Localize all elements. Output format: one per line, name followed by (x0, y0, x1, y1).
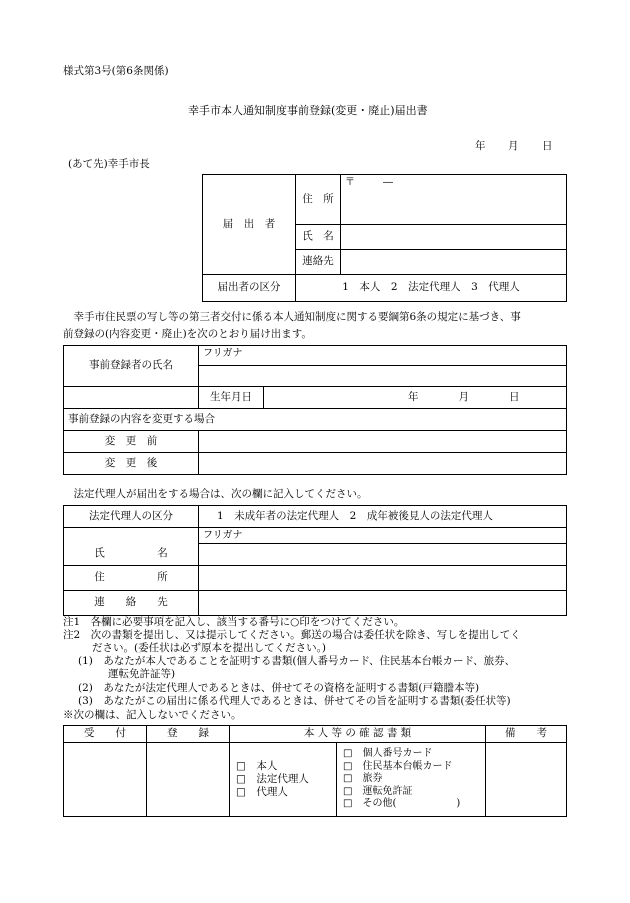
register-header: 登 録 (147, 726, 230, 743)
legal-category-label: 法定代理人の区分 (64, 506, 199, 528)
person-type-agent[interactable]: □ 代理人 (236, 786, 288, 799)
before-label: 変 更 前 (64, 431, 199, 453)
note-2-item1-line1: (1) あなたが本人であることを証明する書類(個人番号カード、住民基本台帳カード、旅券、 (78, 655, 516, 667)
remarks-field (486, 743, 567, 817)
applicant-name-field[interactable] (341, 225, 567, 250)
after-field[interactable] (199, 453, 567, 475)
legal-contact-field[interactable] (199, 591, 567, 616)
legal-contact-label: 連 絡 先 (64, 591, 199, 616)
postal-dash: ― (383, 177, 393, 188)
receipt-header: 受 付 (64, 726, 147, 743)
legal-furigana-field[interactable]: フリガナ (199, 528, 567, 544)
birth-label: 生年月日 (199, 387, 264, 409)
applicant-table (202, 174, 567, 302)
person-type-list (230, 743, 337, 817)
register-field (147, 743, 230, 817)
date-month: 月 (508, 140, 519, 152)
legal-address-label: 住 所 (64, 566, 199, 591)
note-2-item2: (2) あなたが法定代理人であるときは、併せてその資格を証明する書類(戸籍謄本等) (78, 682, 480, 694)
note-1: 注1 各欄に必要事項を記入し、該当する番号に○印をつけてください。 (63, 616, 405, 628)
addressee: (あて先)幸手市長 (68, 158, 150, 170)
address-field[interactable] (341, 175, 567, 225)
intro-text-line1: 幸手市住民票の写し等の第三者交付に係る本人通知制度に関する要綱第6条の規定に基づき、事 (63, 311, 521, 323)
note-3: ※次の欄は、記入しないでください。 (63, 709, 242, 721)
address-label: 住 所 (296, 175, 341, 225)
category-options[interactable]: 1 本人 2 法定代理人 3 代理人 (296, 275, 567, 302)
doc-type-mynumber[interactable]: □ 個人番号カード (343, 748, 433, 760)
applicant-contact-field[interactable] (341, 250, 567, 275)
intro-text-line2: 前登録の(内容変更・廃止)を次のとおり届け出ます。 (63, 328, 312, 340)
date-day: 日 (542, 140, 553, 152)
legal-table (63, 505, 567, 616)
doc-type-other[interactable]: □ その他( ) (343, 798, 461, 810)
birth-date-field[interactable]: 年 月 日 (264, 387, 567, 409)
change-header: 事前登録の内容を変更する場合 (64, 409, 567, 431)
legal-name-label: 氏 名 (64, 528, 199, 566)
date-year: 年 (475, 140, 486, 152)
legal-category-options[interactable]: 1 未成年者の法定代理人 2 成年被後見人の法定代理人 (199, 506, 567, 528)
legal-address-field[interactable] (199, 566, 567, 591)
doc-type-license[interactable]: □ 運転免許証 (343, 785, 413, 797)
after-label: 変 更 後 (64, 453, 199, 475)
registrant-name-label: 事前登録者の氏名 (64, 346, 199, 387)
note-2-item3: (3) あなたがこの届出に係る代理人であるときは、併せてその旨を証明する書類(委任状等) (78, 695, 511, 707)
registrant-table (63, 345, 567, 475)
doc-type-jukicard[interactable]: □ 住民基本台帳カード (343, 760, 453, 772)
person-type-self[interactable]: □ 本人 (236, 759, 278, 772)
office-use-table (63, 725, 567, 817)
legal-intro: 法定代理人が届出をする場合は、次の欄に記入してください。 (63, 488, 368, 500)
remarks-header: 備 考 (486, 726, 567, 743)
applicant-label: 届 出 者 (203, 175, 296, 275)
contact-label: 連絡先 (296, 250, 341, 275)
category-label: 届出者の区分 (203, 275, 296, 302)
docs-header: 本 人 等 の 確 認 書 類 (230, 726, 486, 743)
before-field[interactable] (199, 431, 567, 453)
doc-type-passport[interactable]: □ 旅券 (343, 773, 383, 785)
note-2-line1: 注2 次の書類を提出し、又は提示してください。郵送の場合は委任状を除き、写しを提出してく (63, 629, 521, 641)
registrant-name-field[interactable] (199, 366, 567, 387)
doc-type-list (337, 743, 486, 817)
form-number: 様式第3号(第6条関係) (63, 65, 169, 77)
legal-name-field[interactable] (199, 544, 567, 566)
name-label: 氏 名 (296, 225, 341, 250)
receipt-field (64, 743, 147, 817)
registrant-furigana-field[interactable]: フリガナ (199, 346, 567, 366)
note-2-line2: ださい。(委任状は必ず原本を提出してください。) (92, 642, 326, 654)
postal-mark: 〒 (345, 177, 355, 188)
note-2-item1-line2: 運転免許証等) (108, 668, 176, 680)
person-type-legal[interactable]: □ 法定代理人 (236, 772, 309, 785)
page-title: 幸手市本人通知制度事前登録(変更・廃止)届出書 (188, 104, 428, 117)
